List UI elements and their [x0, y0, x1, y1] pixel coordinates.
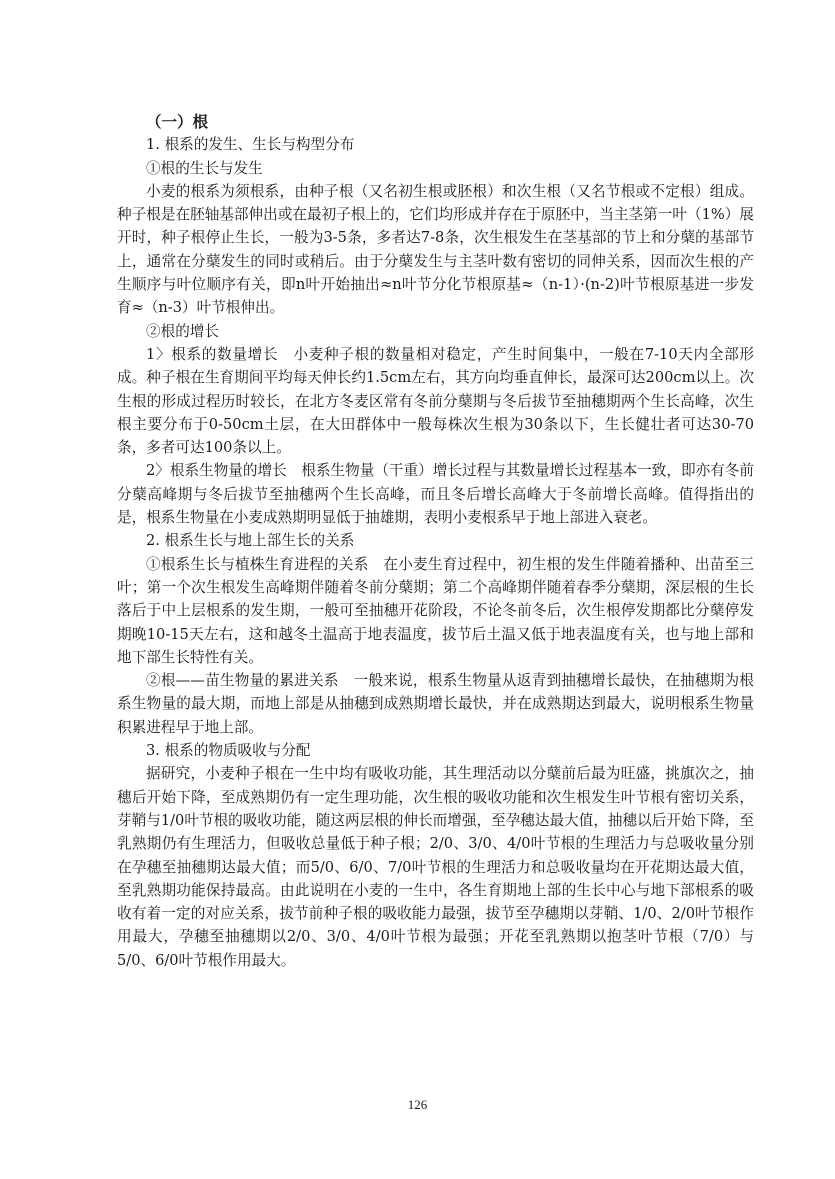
paragraph-root-system-composition: 小麦的根系为须根系，由种子根（又名初生根或胚根）和次生根（又名节根或不定根）组成。种子根是在胚轴基部伸出或在最初子根上的，它们均形成并存在于原胚中，当主茎第一叶（1%）展开时，种子根停止生长，一般为3-5条，多者达7-8条，次生根发生在茎基部的节上和分蘖的基部节上，通常在分蘖发生的同时或稍后。由于分蘖发生与主茎叶数有密切的同伸关系，因而次生根的产生顺序与叶位顺序有关，即n叶开始抽出≈n叶节分化节根原基≈（n-1）·(n-2)叶节根原基进一步发育≈（n-3）叶节根伸出。: [117, 182, 754, 317]
paragraph-root-quantity-growth: 1〉根系的数量增长 小麦种子根的数量相对稳定，产生时间集中，一般在7-10天内全部形成。种子根在生育期间平均每天伸长约1.5cm左右，其方向均垂直伸长，最深可达200cm以上。次生根的形成过程历时较长，在北方冬麦区常有冬前分蘖期与冬后拔节至抽穗期两个生长高峰，次生根主要分布于0-50cm土层，在大田群体中一般每株次生根为30条以下，生长健壮者可达30-70条，多者可达100条以上。: [117, 345, 754, 457]
subheading-root-increase: ②根的增长: [146, 322, 219, 340]
subheading-root-growth-occurrence: ①根的生长与发生: [146, 159, 263, 177]
page-content: [117, 110, 754, 972]
subheading-root-system-development: 1. 根系的发生、生长与构型分布: [146, 136, 355, 154]
paragraph-root-shoot-biomass: ②根——苗生物量的累进关系 一般来说，根系生物量从返青到抽穗增长最快，在抽穗期为根系生物量的最大期，而地上部是从抽穗到成熟期增长最快，并在成熟期达到最大，说明根系生物量积累进程早于地上部。: [117, 672, 754, 736]
paragraph-root-growth-stage-relationship: ①根系生长与植株生育进程的关系 在小麦生育过程中，初生根的发生伴随着播种、出苗至三叶；第一个次生根发生高峰期伴随着冬前分蘖期；第二个高峰期伴随着春季分蘖期，深层根的生长落后于中上层根系的发生期，一般可至抽穗开花阶段，不论冬前冬后，次生根停发期都比分蘖停发期晚10-15天左右，这和越冬土温高于地表温度，拔节后土温又低于地表温度有关，也与地上部和地下部生长特性有关。: [117, 555, 754, 666]
subheading-root-shoot-relationship: 2. 根系生长与地上部生长的关系: [146, 532, 355, 550]
subheading-root-absorption: 3. 根系的物质吸收与分配: [146, 742, 311, 760]
paragraph-root-biomass-growth: 2〉根系生物量的增长 根系生物量（干重）增长过程与其数量增长过程基本一致，即亦有冬前分蘖高峰期与冬后拔节至抽穗两个生长高峰，而且冬后增长高峰大于冬前增长高峰。值得指出的是，根系生物量在小麦成熟期明显低于抽雄期，表明小麦根系早于地上部进入衰老。: [117, 462, 754, 527]
paragraph-root-absorption-distribution: 据研究，小麦种子根在一生中均有吸收功能，其生理活动以分蘖前后最为旺盛，挑旗次之，抽穗后开始下降，至成熟期仍有一定生理功能，次生根的吸收功能和次生根发生叶节根有密切关系，芽鞘与1/0叶节根的吸收功能，随这两层根的伸长而增强，至孕穗达最大值，抽穗以后开始下降，至乳熟期仍有生理活力，但吸收总量低于种子根；2/0、3/0、4/0叶节根的生理活力与总吸收量分别在孕穗至抽穗期达最大值；而5/0、6/0、7/0叶节根的生理活力和总吸收量均在开花期达最大值，至乳熟期功能保持最高。由此说明在小麦的一生中，各生育期地上部的生长中心与地下部根系的吸收有着一定的对应关系，拔节前种子根的吸收能力最强，拔节至孕穗期以芽鞘、1/0、2/0叶节根作用最大，孕穗至抽穗期以2/0、3/0、4/0叶节根为最强；开花至乳熟期以抱茎叶节根（7/0）与5/0、6/0叶节根作用最大。: [117, 765, 754, 969]
page-number: 126: [407, 1097, 428, 1112]
section-title: （一）根: [146, 112, 209, 131]
